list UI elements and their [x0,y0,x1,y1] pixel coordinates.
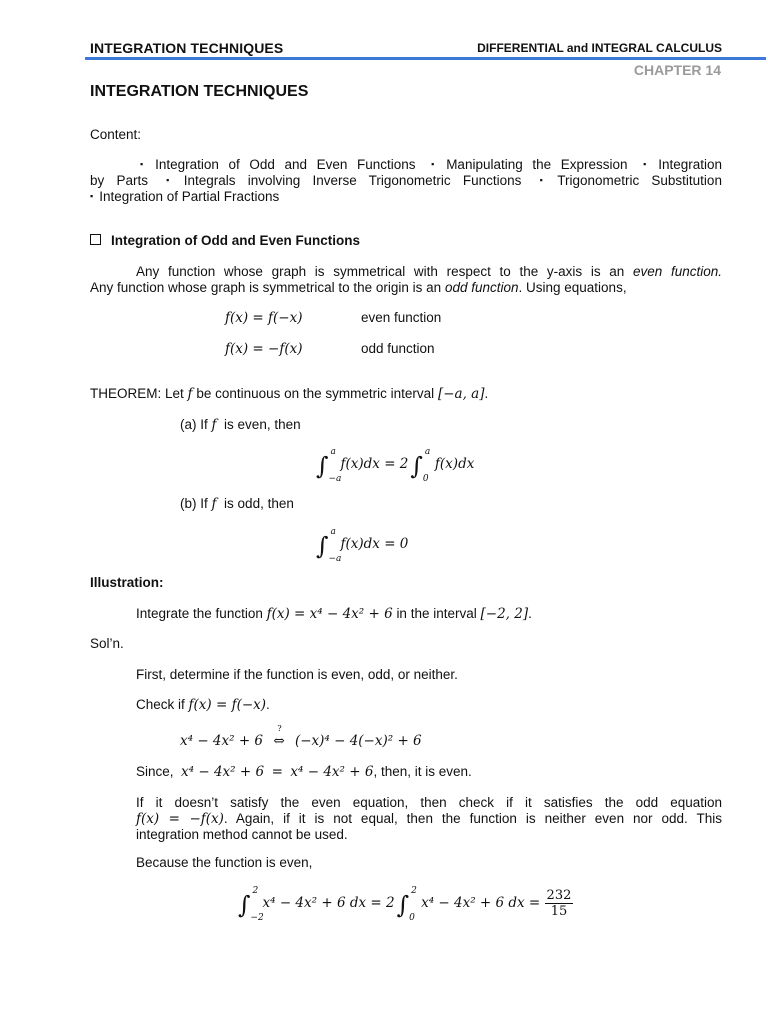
content-item: Integration [658,157,722,172]
content-list-line2 [90,172,722,189]
integral-limits [409,886,421,923]
task-function: f(x) = x⁴ − 4x² + 6 [266,606,393,622]
upper-limit: 2 [252,886,259,896]
upper-limit: a [424,447,431,457]
check-step [136,697,270,713]
integral-limits [328,447,342,484]
upper-limit: a [330,447,336,457]
theorem-f: f [187,386,193,402]
header-rule [85,57,766,60]
lower-limit: 0 [409,913,415,923]
check-equation: f(x) = f(−x) [188,697,267,713]
note-text: . Again, if it is not equal, then the function is neither even nor odd. This [223,811,722,826]
integral-sign: ∫ [410,452,423,480]
since-equals: = [271,764,283,780]
iff-arrow: ⇔ [273,733,285,749]
theorem-text: THEOREM: Let [90,386,184,401]
content-item: Manipulating the Expression [446,157,628,172]
case-a-f: f [211,417,217,433]
since-step [136,764,472,780]
because-step: Because the function is even, [136,855,313,870]
even-function-term: even function. [633,264,722,279]
integral-sign: ∫ [238,891,251,919]
formula-text: f(x)dx [434,456,475,472]
content-item: Integrals involving Inverse Trigonometric Functions [183,173,522,188]
integral-sign: ∫ [396,891,410,919]
content-item: Integration of Partial Fractions [99,189,280,204]
task-interval: [−2, 2] [480,606,529,622]
compare-right: (−x)⁴ − 4(−x)² + 6 [294,733,422,749]
case-b-text: (b) If [180,496,208,511]
check-text: Check if [136,697,185,712]
page-title: INTEGRATION TECHNIQUES [90,83,309,100]
case-a-text: is even, then [224,417,301,432]
lower-limit: −2 [250,913,264,923]
upper-limit: 2 [411,886,417,896]
note-text: If it doesn’t satisfy the even equation, then check if it satisfies the odd equation [136,795,722,810]
since-right: x⁴ − 4x² + 6 [290,764,374,780]
odd-equation: f(x) = −f(x) [225,341,303,357]
check-text: . [266,697,270,712]
intro-text: . Using equations, [518,280,627,295]
bullet-icon: ▪ [90,191,94,201]
content-item: Trigonometric Substitution [557,173,722,188]
intro-text: Any function whose graph is symmetrical to the origin is an [90,280,442,295]
since-left: x⁴ − 4x² + 6 [181,764,265,780]
checkbox-square-icon [90,234,101,245]
integral-limits [250,886,264,923]
intro-paragraph [90,264,722,296]
theorem-text: . [484,386,489,401]
final-fraction [545,888,574,919]
integral-limits [328,527,342,564]
question-mark: ? [277,724,282,733]
bullet-icon: ▪ [166,175,178,185]
content-item-continued: by Parts [90,173,148,188]
even-equation-label: even function [361,310,442,325]
final-text: x⁴ − 4x² + 6 dx = 2 [262,895,395,911]
formula-text: f(x)dx = 0 [340,536,409,552]
solution-label: Sol’n. [90,636,124,651]
content-item: Integration of Odd and Even Functions [155,157,416,172]
bullet-icon: ▪ [643,159,653,169]
integral-sign: ∫ [316,452,329,480]
task-text: in the interval [396,606,477,621]
illustration-task [136,606,532,622]
running-header-left: INTEGRATION TECHNIQUES [90,40,284,56]
odd-function-term: odd function [444,280,519,295]
intro-text: Any function whose graph is symmetrical with respect to the y-axis is an [136,264,625,279]
content-list-line3 [90,188,279,205]
fraction-denominator: 15 [550,904,568,919]
lower-limit: −a [328,474,342,484]
content-list [90,156,722,173]
chapter-label: CHAPTER 14 [633,62,721,78]
section-heading-text: Integration of Odd and Even Functions [111,233,360,248]
integral-limits [422,447,435,484]
bullet-icon: ▪ [140,159,150,169]
formula-text: f(x)dx = 2 [340,456,409,472]
note-text: integration method cannot be used. [136,827,348,842]
theorem-text: be continuous on the symmetric interval [196,386,435,401]
theorem-interval: [−a, a] [437,386,485,402]
compare-left: x⁴ − 4x² + 6 [180,733,264,749]
lower-limit: 0 [422,474,429,484]
illustration-heading: Illustration: [90,575,164,590]
integral-sign: ∫ [316,532,329,560]
note-equation: f(x) = −f(x) [136,811,224,827]
section-heading [90,233,360,249]
case-b-f: f [211,496,217,512]
bullet-icon: ▪ [539,175,552,185]
final-equation [238,886,573,923]
task-text: . [528,606,532,621]
case-b [180,496,294,512]
theorem-statement [90,386,488,402]
formula-even [316,447,475,484]
formula-odd [316,527,409,564]
final-text: x⁴ − 4x² + 6 dx = [421,895,541,911]
case-b-text: is odd, then [224,496,294,511]
case-a-text: (a) If [180,417,208,432]
bullet-icon: ▪ [431,159,441,169]
odd-equation-label: odd function [361,341,435,356]
equivalence-symbol [273,724,285,749]
even-equation: f(x) = f(−x) [225,310,303,326]
step-1: First, determine if the function is even, odd, or neither. [136,667,458,682]
since-text: , then, it is even. [373,764,472,779]
running-header-right: DIFFERENTIAL and INTEGRAL CALCULUS [477,41,722,55]
comparison-equation [180,724,422,749]
task-text: Integrate the function [136,606,263,621]
since-text: Since, [136,764,174,779]
fraction-numerator: 232 [546,888,572,903]
note-paragraph [136,795,722,843]
upper-limit: a [330,527,336,537]
case-a [180,417,301,433]
content-label: Content: [90,127,142,142]
lower-limit: −a [328,554,342,564]
